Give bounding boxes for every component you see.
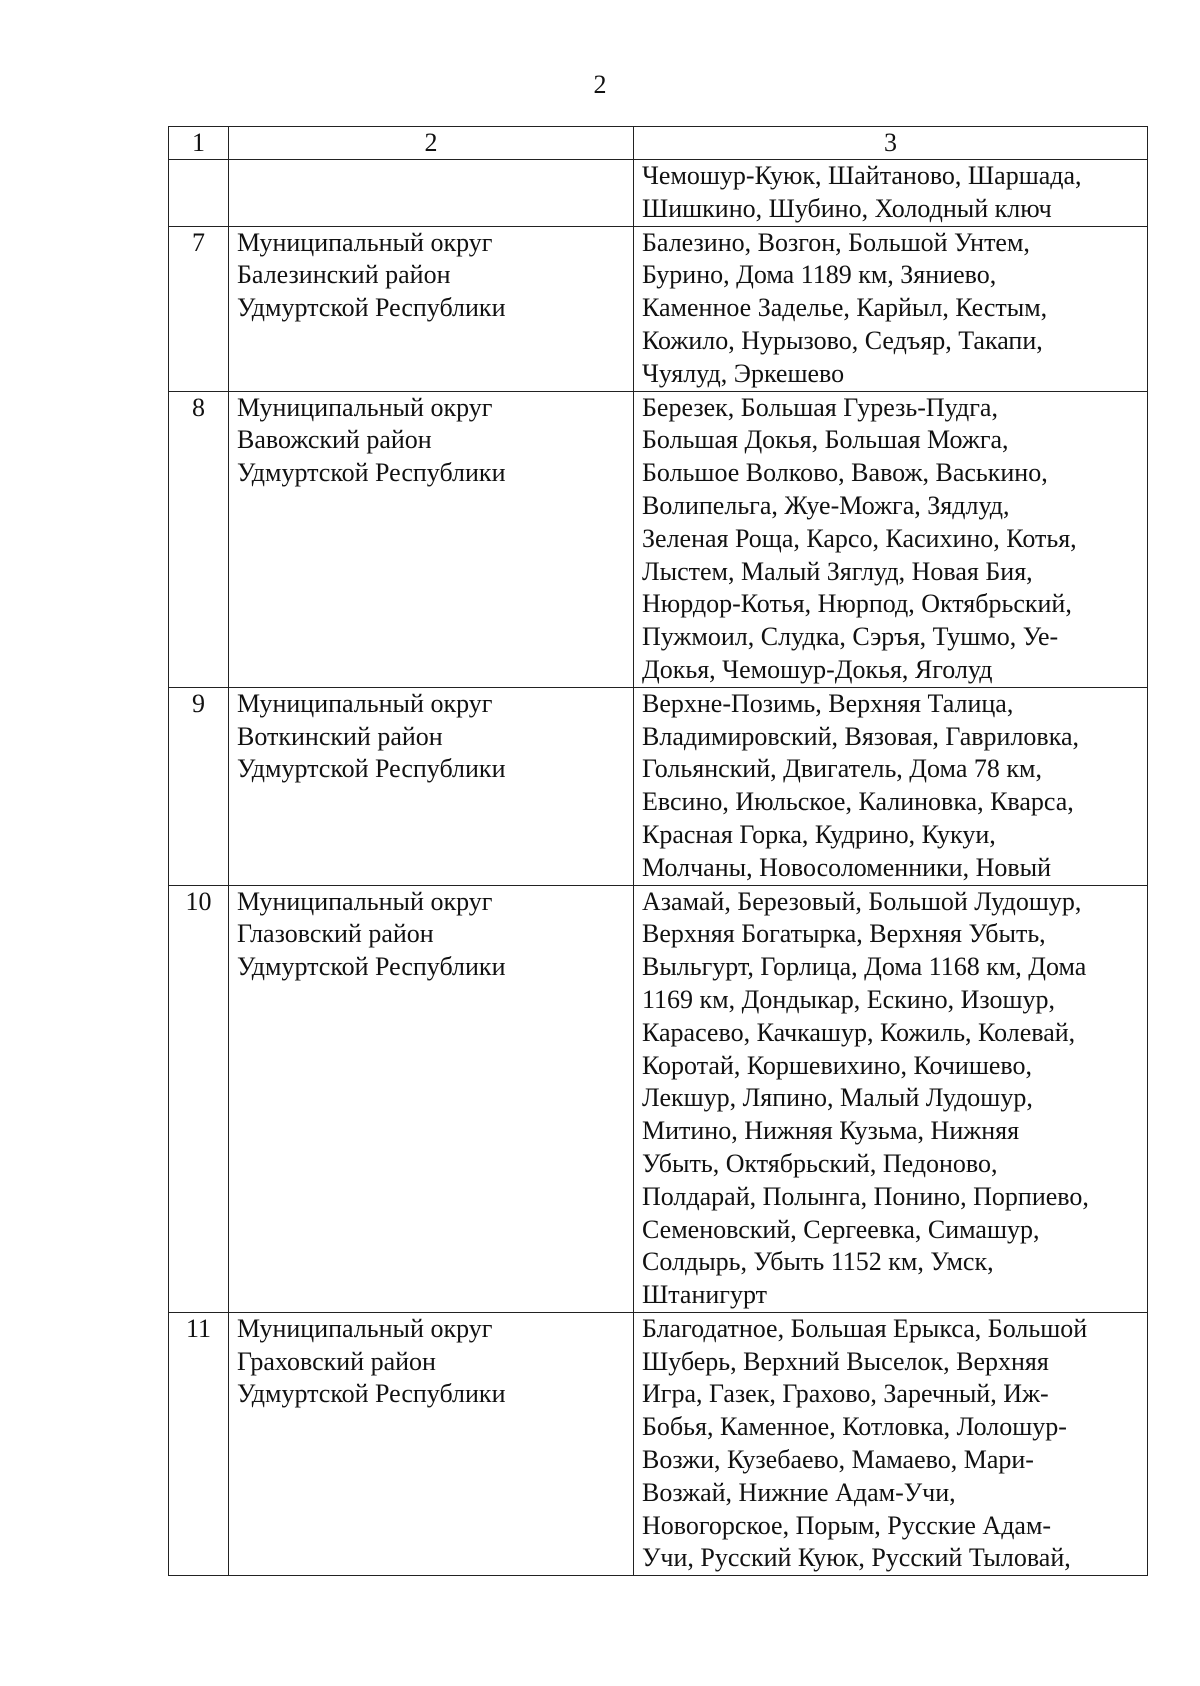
page-number: 2 (593, 70, 607, 99)
settlement-line: Убыть, Октябрьский, Педоново, (642, 1148, 998, 1178)
settlement-list (634, 687, 1148, 885)
settlement-list (634, 391, 1148, 687)
settlement-line: Волипельга, Жуе-Можга, Зядлуд, (642, 490, 1010, 520)
settlement-line: Штанигурт (642, 1280, 767, 1310)
row-number: 10 (169, 885, 229, 1312)
table-header-row (169, 127, 1148, 160)
settlement-line: Шишкино, Шубино, Холодный ключ (642, 193, 1052, 223)
district-line: Муниципальный округ (237, 688, 493, 718)
settlement-line: Лыстем, Малый Зяглуд, Новая Бия, (642, 556, 1033, 586)
settlement-line: Верхняя Богатырка, Верхняя Убыть, (642, 919, 1046, 949)
table-row (169, 885, 1148, 1312)
settlement-line: Владимировский, Вязовая, Гавриловка, (642, 721, 1079, 751)
settlement-line: Гольянский, Двигатель, Дома 78 км, (642, 754, 1042, 784)
settlement-line: Митино, Нижняя Кузьма, Нижняя (642, 1116, 1020, 1146)
settlement-line: Благодатное, Большая Ерыкса, Большой (642, 1313, 1088, 1343)
settlement-line: Балезино, Возгон, Большой Унтем, (642, 227, 1030, 257)
settlement-list (634, 160, 1148, 227)
district-line: Удмуртской Республики (237, 458, 506, 488)
settlement-line: Учи, Русский Куюк, Русский Тыловай, (642, 1543, 1071, 1573)
district-name (229, 885, 634, 1312)
settlement-line: Коротай, Коршевихино, Кочишево, (642, 1050, 1032, 1080)
settlement-line: Семеновский, Сергеевка, Симашур, (642, 1214, 1040, 1244)
district-line: Воткинский район (237, 721, 443, 751)
settlement-line: 1169 км, Дондыкар, Ескино, Изошур, (642, 984, 1056, 1014)
settlement-line: Зеленая Роща, Карсо, Касихино, Котья, (642, 523, 1077, 553)
settlement-list (634, 226, 1148, 391)
district-line: Удмуртской Республики (237, 1379, 506, 1409)
district-line: Вавожский район (237, 425, 432, 455)
column-header-2: 2 (229, 127, 634, 160)
table-row (169, 226, 1148, 391)
district-line: Глазовский район (237, 919, 434, 949)
district-line: Граховский район (237, 1346, 436, 1376)
settlement-line: Шуберь, Верхний Выселок, Верхняя (642, 1346, 1049, 1376)
district-line: Муниципальный округ (237, 886, 493, 916)
district-line: Муниципальный округ (237, 392, 493, 422)
table-body (169, 160, 1148, 1576)
settlement-line: Чемошур-Куюк, Шайтаново, Шаршада, (642, 161, 1082, 190)
settlement-line: Азамай, Березовый, Большой Лудошур, (642, 886, 1082, 916)
settlement-line: Молчаны, Новосоломенники, Новый (642, 852, 1052, 882)
settlement-line: Кожило, Нурызово, Седъяр, Такапи, (642, 325, 1043, 355)
row-number (169, 160, 229, 227)
column-header-1: 1 (169, 127, 229, 160)
settlement-line: Новогорское, Порым, Русские Адам- (642, 1510, 1052, 1540)
district-name (229, 226, 634, 391)
district-line: Удмуртской Республики (237, 293, 506, 323)
district-line: Муниципальный округ (237, 1313, 493, 1343)
settlement-list (634, 1312, 1148, 1575)
settlement-line: Чуялуд, Эркешево (642, 358, 845, 388)
table-row (169, 1312, 1148, 1575)
district-name (229, 391, 634, 687)
settlement-line: Березек, Большая Гурезь-Пудга, (642, 392, 998, 422)
row-number: 9 (169, 687, 229, 885)
district-line: Удмуртской Республики (237, 754, 506, 784)
settlement-line: Бобья, Каменное, Котловка, Лолошур- (642, 1412, 1067, 1442)
settlement-line: Лекшур, Ляпино, Малый Лудошур, (642, 1083, 1033, 1113)
row-number: 11 (169, 1312, 229, 1575)
settlement-line: Выльгурт, Горлица, Дома 1168 км, Дома (642, 952, 1087, 982)
district-name (229, 1312, 634, 1575)
table-row (169, 391, 1148, 687)
settlement-line: Евсино, Июльское, Калиновка, Кварса, (642, 787, 1074, 817)
settlement-line: Полдарай, Полынга, Понино, Порпиево, (642, 1181, 1089, 1211)
settlement-line: Красная Горка, Кудрино, Кукуи, (642, 819, 996, 849)
district-line: Удмуртской Республики (237, 952, 506, 982)
settlement-line: Большое Волково, Вавож, Васькино, (642, 458, 1048, 488)
row-number: 7 (169, 226, 229, 391)
settlement-list (634, 885, 1148, 1312)
settlement-line: Большая Докья, Большая Можга, (642, 425, 1009, 455)
district-name (229, 687, 634, 885)
settlement-line: Карасево, Качкашур, Кожиль, Колевай, (642, 1017, 1076, 1047)
row-number: 8 (169, 391, 229, 687)
settlement-line: Пужмоил, Слудка, Сэръя, Тушмо, Уе- (642, 622, 1059, 652)
settlement-line: Игра, Газек, Грахово, Заречный, Иж- (642, 1379, 1049, 1409)
settlement-line: Верхне-Позимь, Верхняя Талица, (642, 688, 1014, 718)
settlement-line: Бурино, Дома 1189 км, Зяниево, (642, 260, 997, 290)
settlement-line: Солдырь, Убыть 1152 км, Умск, (642, 1247, 994, 1277)
table-row (169, 160, 1148, 227)
settlement-line: Каменное Заделье, Карйыл, Кестым, (642, 293, 1048, 323)
settlements-table (168, 126, 1148, 1576)
settlement-line: Нюрдор-Котья, Нюрпод, Октябрьский, (642, 589, 1072, 619)
settlement-line: Докья, Чемошур-Докья, Яголуд (642, 654, 993, 684)
settlement-line: Возжи, Кузебаево, Мамаево, Мари- (642, 1445, 1034, 1475)
district-line: Муниципальный округ (237, 227, 493, 257)
district-name (229, 160, 634, 227)
column-header-3: 3 (634, 127, 1148, 160)
table-row (169, 687, 1148, 885)
district-line: Балезинский район (237, 260, 451, 290)
settlement-line: Возжай, Нижние Адам-Учи, (642, 1477, 956, 1507)
